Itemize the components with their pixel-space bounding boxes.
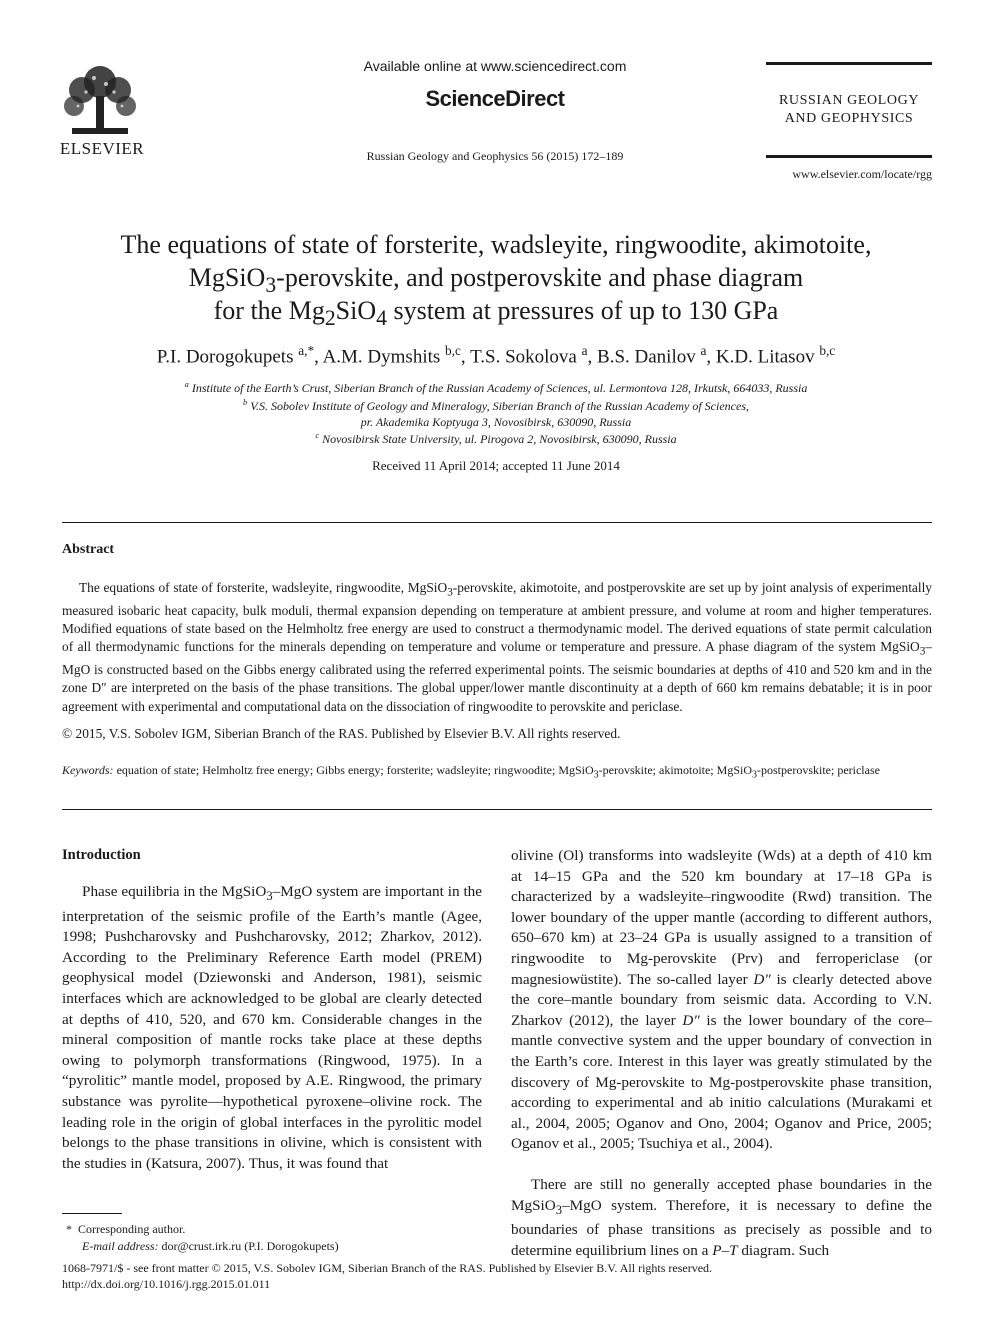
elsevier-wordmark: ELSEVIER <box>59 139 145 158</box>
author-name: T.S. Sokolova <box>470 346 582 368</box>
author-name: A.M. Dymshits <box>322 346 446 368</box>
introduction-col2-text: olivine (Ol) transforms into wadsleyite (Wds) at a depth of 410 km at 14–15 GPa and the 520 km boundary at 17–18 GPa is characterized by a wadsleyite–ringwoodite (Rwd) transition. The lower boundary of the upper mantle (according to different authors, 650–670 km) at 23–24 GPa is usually assigned to a transition of ringwoodite to Mg-perovskite (Prv) and ferropericlase (or magnesiowüstite). The so-called layer D″ is clearly detected above the core–mantle boundary from seismic data. According to V.N. Zharkov (2012), the layer D″ is the lower boundary of the core–mantle convective system and the upper boundary of convection in the Earth’s core. Interest in this layer was greatly stimulated by the discovery of Mg-perovskite to Mg-postperovskite phase transition, according to experimental and ab initio calculations (Murakami et al., 2004, 2005; Oganov and Ono, 2004; Oganov and Price, 2005; Oganov et al., 2005; Tsuchiya et al., 2004). <box>511 847 932 1153</box>
author-name: P.I. Dorogokupets <box>156 346 299 368</box>
affiliation-b <box>62 398 930 414</box>
available-online-text: Available online at www.sciencedirect.com <box>363 58 627 74</box>
journal-title-line2: AND GEOPHYSICS <box>784 111 914 126</box>
introduction-heading: Introduction <box>62 847 141 863</box>
author-affiliation-mark: b,c <box>445 343 461 358</box>
article-title-line3 <box>40 294 952 335</box>
email-address[interactable]: dor@crust.irk.ru (P.I. Dorogokupets) <box>161 1239 339 1253</box>
author-name: K.D. Litasov <box>715 346 820 368</box>
affiliation-mark: b <box>243 398 248 407</box>
footnote-rule <box>62 1213 122 1214</box>
affiliation-text: Novosibirsk State University, ul. Pirogova 2, Novosibirsk, 630090, Russia <box>322 432 677 446</box>
email-note <box>82 1239 339 1254</box>
journal-rule-bottom <box>766 155 932 158</box>
author-list: P.I. Dorogokupets $^{a,*}$, A.M. Dymshits $^{b,c}$, T.S. Sokolova $^a$, B.S. Danilov $^a$, K.D. Litasov $^{b,c}$ <box>156 343 836 368</box>
affiliation-a <box>62 380 930 396</box>
affiliation-text: V.S. Sobolev Institute of Geology and Mineralogy, Siberian Branch of the Russian Academy of Sciences, <box>250 399 749 413</box>
keywords-label: Keywords: <box>62 763 114 777</box>
affiliation-b-cont <box>62 415 930 430</box>
journal-homepage-link[interactable]: www.elsevier.com/locate/rgg <box>792 167 932 181</box>
doi-link[interactable]: http://dx.doi.org/10.1016/j.rgg.2015.01.011 <box>62 1277 271 1291</box>
abstract-copyright: © 2015, V.S. Sobolev IGM, Siberian Branch of the RAS. Published by Elsevier B.V. All rights reserved. <box>62 726 621 741</box>
received-dates: Received 11 April 2014; accepted 11 June 2014 <box>372 458 620 473</box>
journal-rule-top <box>766 62 932 65</box>
affiliation-text: Institute of the Earth’s Crust, Siberian Branch of the Russian Academy of Sciences, ul. Lermontova 128, Irkutsk, 664033, Russia <box>191 381 808 395</box>
author-name: B.S. Danilov <box>597 346 701 368</box>
abstract-rule-top <box>62 522 932 523</box>
corresponding-author-note: * Corresponding author. <box>66 1222 186 1236</box>
abstract-rule-bottom <box>62 809 932 810</box>
author-affiliation-mark: a <box>581 343 588 358</box>
journal-citation: Russian Geology and Geophysics 56 (2015) 172–189 <box>366 149 624 163</box>
keywords <box>62 762 932 783</box>
affiliation-mark: c <box>315 431 320 440</box>
author-affiliation-mark: b,c <box>819 343 836 358</box>
sciencedirect-wordmark: ScienceDirect <box>425 86 565 111</box>
footnote-text: Corresponding author. <box>78 1222 186 1236</box>
author-affiliation-mark: a,* <box>298 343 315 358</box>
abstract-heading: Abstract <box>62 542 115 557</box>
journal-title-line1: RUSSIAN GEOLOGY <box>778 93 920 108</box>
email-label: E-mail address: <box>82 1239 159 1253</box>
issn-line: 1068-7971/$ - see front matter © 2015, V.S. Sobolev IGM, Siberian Branch of the RAS. Published by Elsevier B.V. All rights reserved. <box>62 1261 713 1275</box>
keywords-list: equation of state; Helmholtz free energy; Gibbs energy; forsterite; wadsleyite; ringwoodite; MgSiO$_3$-perovskite; akimotoite; MgSiO$_3$-postperovskite; periclase <box>116 763 880 781</box>
affiliation-text: pr. Akademika Koptyuga 3, Novosibirsk, 630090, Russia <box>360 415 632 429</box>
author-affiliation-mark: a <box>700 343 707 358</box>
abstract-body: The equations of state of forsterite, wadsleyite, ringwoodite, MgSiO$_3$-perovskite, akimotoite, and postperovskite are set up by joint analysis of experimentally measured isobaric heat capacity, bulk moduli, thermal expansion depending on temperature at ambient pressure, and volume at room and higher temperatures. Modified equations of state based on the Helmholtz free energy are used to construct a thermodynamic model. The derived equations of state permit calculation of all thermodynamic functions for the minerals depending on temperature and volume or temperature and pressure. A phase diagram of the system MgSiO$_3$–MgO is constructed based on the Gibbs energy calibrated using the referred experimental points. The seismic boundaries at depths of 410 and 520 km and in the zone D″ are interpreted on the basis of the phase transitions. The global upper/lower mantle discontinuity at a depth of 660 km remains debatable; it is in poor agreement with experimental and computational data on the dissociation of ringwoodite to perovskite and periclase. <box>62 580 932 714</box>
introduction-col2-paragraph: There are still no generally accepted phase boundaries in the MgSiO$_3$–MgO system. Therefore, it is necessary to define the boundaries of phase transitions as precisely as possible and to determine equilibrium lines on a P–T diagram. Such <box>511 1176 932 1259</box>
affiliation-mark: a <box>184 380 189 389</box>
affiliation-c <box>62 431 930 447</box>
article-title-line1: The equations of state of forsterite, wadsleyite, ringwoodite, akimotoite, <box>120 230 872 259</box>
title-text: MgSiO$_3$-perovskite, and postperovskite and phase diagram <box>188 263 804 298</box>
introduction-col1-text: Phase equilibria in the MgSiO$_3$–MgO system are important in the interpretation of the seismic profile of the Earth’s mantle (Agee, 1998; Pushcharovsky and Pushcharovsky, 2012; Zharkov, 2012). According to the Preliminary Reference Earth model (PREM) geophysical model (Dziewonski and Anderson, 1981), seismic interfaces which are acknowledged to be global are clearly detected at depths of 410, 520, and 670 km. Considerable changes in the mineral composition of mantle rocks take place at these depths owing to polymorph transformations (Ringwood, 1975). In a “pyrolitic” mantle model, proposed by A.E. Ringwood, the primary substance was pyrolite—hypothetical pyroxene–olivine rock. The leading role in the origin of global interfaces in the pyrolitic model belongs to the phase transitions in olivine, which is consistent with the studies in (Katsura, 2007). Thus, it was found that <box>62 883 482 1172</box>
title-text: for the $Mg_2SiO_4$ system at pressures of up to 130 GPa <box>213 296 779 331</box>
